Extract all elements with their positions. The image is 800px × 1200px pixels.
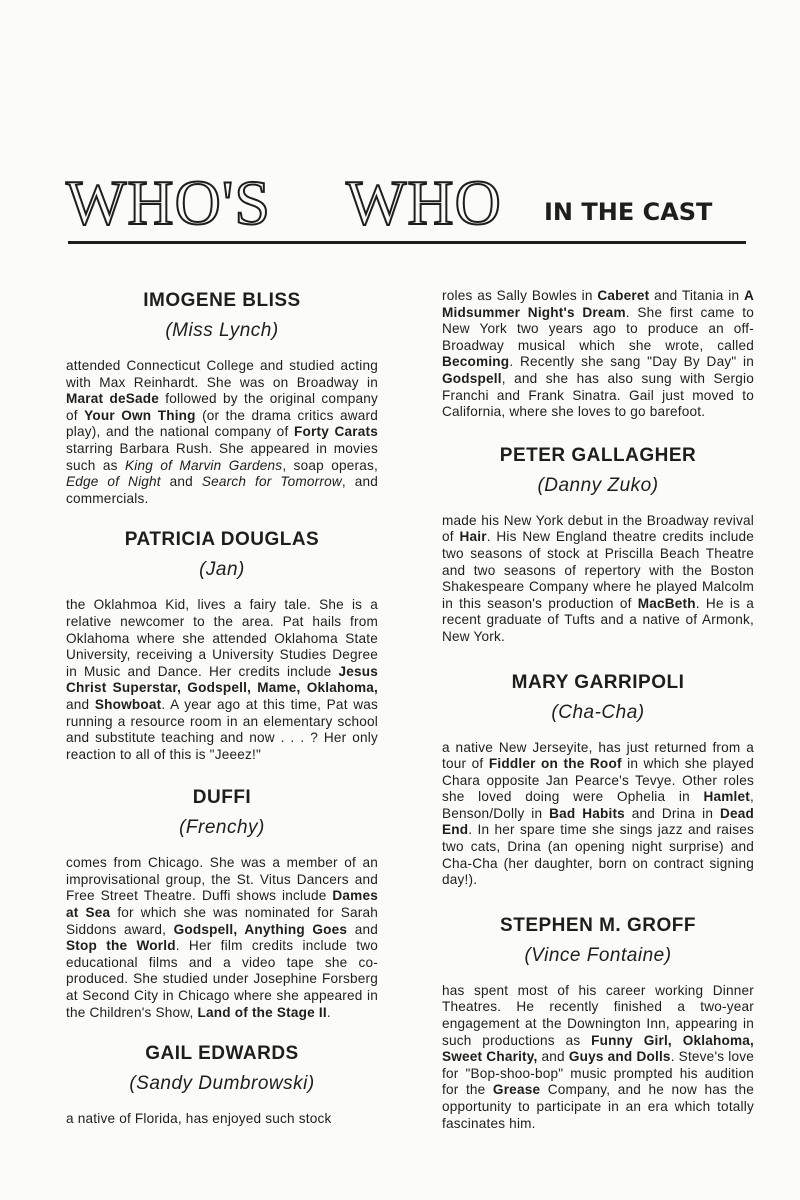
cast-role: (Miss Lynch)	[165, 320, 279, 341]
bold-title: Becoming	[442, 354, 510, 370]
cast-entry-garripoli	[442, 670, 754, 889]
bold-title: Showboat	[94, 696, 162, 712]
cast-bio: comes from Chicago. She was a member of an improvisational group, the St. Vitus Dancers and Free Street Theatre. Duffi shows include Dames at Sea for which she was nominated for Sarah Siddons award, Godspell, Anything Goes and Stop the World. Her film credits include two educational films and a video tape she co-produced. She studied under Josephine Forsberg at Second City in Chicago where she appeared in the Children's Show, Land of the Stage II.	[66, 855, 378, 1020]
bold-title: Forty Carats	[293, 424, 379, 440]
cast-name: DUFFI	[192, 787, 252, 809]
cast-bio: a native of Florida, has enjoyed such stock	[66, 1111, 332, 1127]
bold-title: Guys and Dolls	[568, 1049, 671, 1065]
cast-bio: roles as Sally Bowles in Caberet and Titania in A Midsummer Night's Dream. She first came to New York two years ago to produce an off-Broadway musical which she wrote, called Becoming. Recently she sang "Day By Day" in Godspell, and she has also sung with Sergio Franchi and Frank Sinatra. Gail just moved to California, where she loves to go barefoot.	[442, 288, 754, 420]
bold-title: MacBeth	[637, 595, 696, 611]
cast-entry-douglas	[66, 527, 378, 763]
bold-title: Your Own Thing	[84, 407, 196, 423]
cast-role: (Cha-Cha)	[551, 701, 645, 723]
bold-title: Stop the World	[66, 938, 176, 954]
cast-role: (Sandy Dumbrowski)	[129, 1073, 315, 1095]
bold-title: Caberet	[597, 288, 650, 303]
left-column	[66, 288, 378, 1128]
italic-title: Search for Tomorrow	[201, 474, 342, 490]
cast-entry-groff	[442, 913, 754, 1132]
bold-title: Jesus Christ Superstar, Godspell, Mame, Oklahoma,	[66, 663, 378, 696]
bold-title: Land of the Stage II	[197, 1004, 327, 1020]
cast-role: (Danny Zuko)	[537, 474, 659, 496]
cast-role: (Frenchy)	[179, 817, 265, 839]
title-word-who: WHO	[346, 167, 502, 238]
right-column	[442, 288, 754, 1132]
cast-bio: has spent most of his career working Dinner Theatres. He recently finished a two-year engagement at the Downington Inn, appearing in such productions as Funny Girl, Oklahoma, Sweet Charity, and Guys and Dolls. Steve's love for "Bop-shoo-bop" music prompted his audition for the Grease Company, and he now has the opportunity to participate in an era which totally fascinates him.	[442, 982, 754, 1131]
cast-bio: a native New Jerseyite, has just returned from a tour of Fiddler on the Roof in which she played Chara opposite Jan Pearce's Tevye. Other roles she loved doing were Ophelia in Hamlet, Benson/Dolly in Bad Habits and Drina in Dead End. In her spare time she sings jazz and raises two cats, Drina (an opening night surprise) and Cha-Cha (her daughter, born on contract signing day!).	[442, 739, 754, 888]
cast-role: (Vince Fontaine)	[524, 944, 672, 966]
bold-title: Grease	[492, 1082, 541, 1098]
cast-entry-edwards	[66, 1041, 378, 1128]
bold-title: A Midsummer Night's Dream	[442, 288, 754, 320]
bold-title: Funny Girl, Oklahoma, Sweet Charity,	[442, 1032, 754, 1065]
title-rule	[68, 241, 746, 244]
cast-role: (Jan)	[199, 559, 245, 581]
cast-bio: the Oklahmoa Kid, lives a fairy tale. She is a relative newcomer to the area. Pat hails from Oklahoma where she attended Oklahoma State University, receiving a University Studies Degree in Music and Dance. Her credits include Jesus Christ Superstar, Godspell, Mame, Oklahoma, and Showboat. A year ago at this time, Pat was running a resource room in an elementary school and substitute teaching and now . . . ? Her only reaction to all of this is "Jeeez!"	[66, 597, 378, 762]
bold-title: Dames at Sea	[66, 888, 378, 921]
title-word-whos: WHO'S	[66, 167, 271, 238]
cast-name: GAIL EDWARDS	[145, 1043, 299, 1065]
italic-title: King of Marvin Gardens	[124, 457, 283, 473]
bold-title: Hair	[459, 529, 487, 545]
cast-name: MARY GARRIPOLI	[511, 671, 685, 693]
cast-entry-bliss	[66, 288, 378, 507]
cast-name: IMOGENE BLISS	[143, 290, 301, 311]
bold-title: Dead End	[442, 805, 754, 838]
cast-bio: made his New York debut in the Broadway revival of Hair. His New England theatre credits include two seasons of stock at Priscilla Beach Theatre and two seasons of repertory with the Boston Shakespeare Company where he played Malcolm in this season's production of MacBeth. He is a recent graduate of Tufts and a native of Armonk, New York.	[442, 512, 754, 644]
cast-name: STEPHEN M. GROFF	[500, 914, 696, 936]
bold-title: Godspell, Anything Goes	[173, 921, 348, 937]
page-title	[66, 167, 746, 238]
bold-title: Hamlet	[703, 789, 751, 805]
cast-name: PETER GALLAGHER	[499, 444, 697, 466]
cast-name: PATRICIA DOUGLAS	[124, 529, 320, 551]
bold-title: Bad Habits	[549, 805, 625, 821]
cast-entry-duffi	[66, 785, 378, 1021]
title-subtitle: IN THE CAST	[544, 198, 713, 226]
bold-title: Godspell	[442, 370, 502, 386]
cast-entry-edwards-continued	[442, 288, 754, 421]
italic-title: Edge of Night	[66, 474, 161, 490]
cast-bio: attended Connecticut College and studied acting with Max Reinhardt. She was on Broadway in Marat deSade followed by the original company of Your Own Thing (or the drama critics award play), and the national company of Forty Carats starring Barbara Rush. She appeared in movies such as King of Marvin Gardens, soap operas, Edge of Night and Search for Tomorrow, and commercials.	[66, 358, 379, 506]
bold-title: Marat deSade	[66, 391, 160, 407]
cast-entry-gallagher	[442, 443, 754, 646]
bold-title: Fiddler on the Roof	[488, 756, 622, 772]
